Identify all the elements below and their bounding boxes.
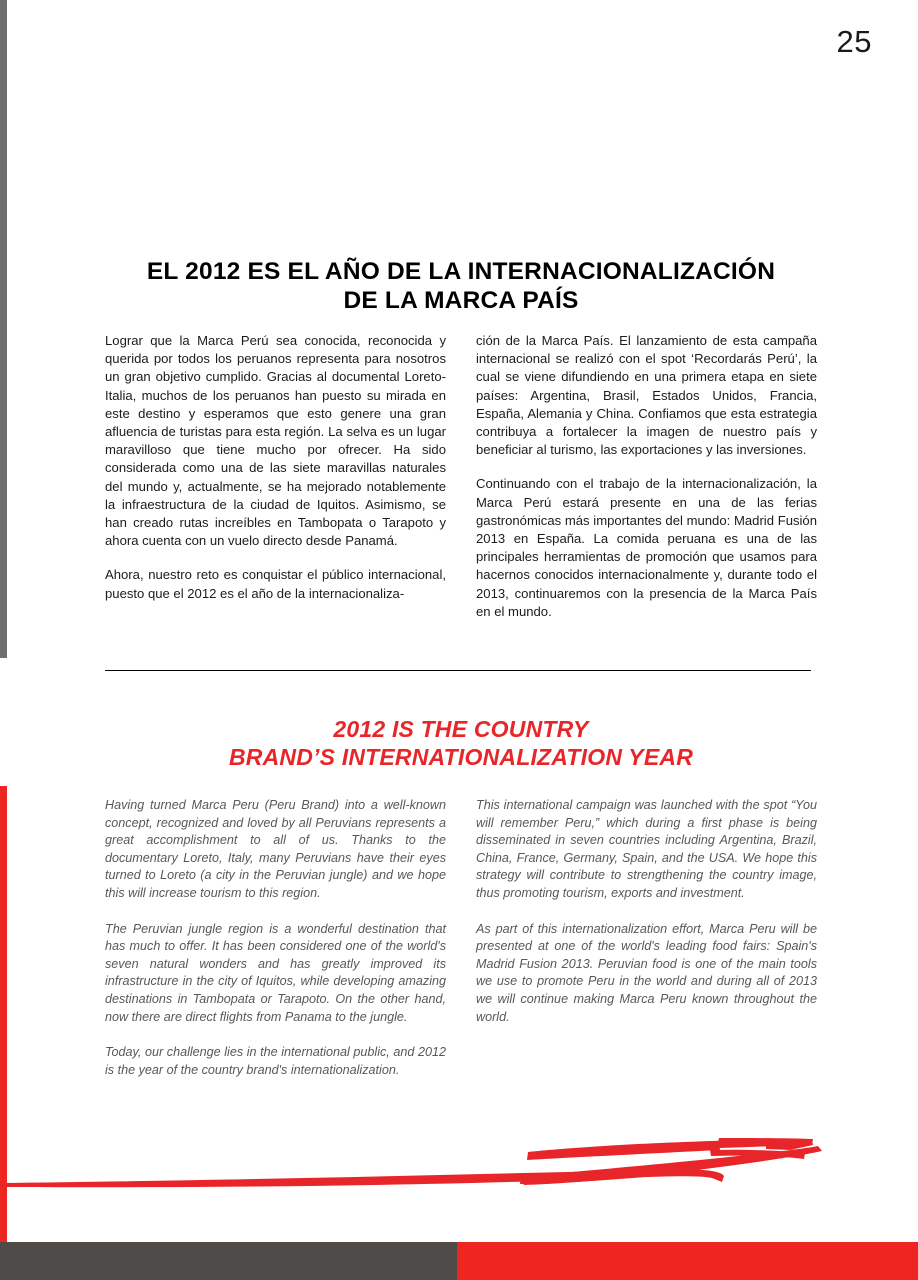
paragraph: As part of this internationalization effort, Marca Peru will be presented at one of the world's leading food fairs: Spain's Madrid Fusion 2013. Peruvian food is one of the main tools we use to promote Peru in the world and during all of 2013 we will continue making Marca Peru known throughout the world.	[476, 921, 817, 1024]
spanish-left-column	[105, 332, 446, 621]
spanish-headline-line-1: EL 2012 ES EL AÑO DE LA INTERNACIONALIZACIÓN	[146, 258, 776, 285]
paragraph: ción de la Marca País. El lanzamiento de esta campaña internacional se realizó con el spot ‘Recordarás Perú’, la cual se viene difundiendo en una primera etapa en siete países: Argentina, Brasil, Estados Unidos, Francia, España, Alemania y China. Confiamos que esta estrategia contribuya a fortalecer la imagen de nuestro país y beneficiar al turismo, las exportaciones y las inversiones.	[476, 333, 817, 458]
paragraph: Continuando con el trabajo de la internacionalización, la Marca Perú estará presente en una de las ferias gastronómicas más importantes del mundo: Madrid Fusión 2013 en España. La comida peruana es una de las principales herramientas de promoción que usamos para hacernos conocidos internacionalmente y, durante todo el 2013, continuaremos con la presencia de la Marca País en el mundo.	[476, 476, 817, 619]
footer-bar-gray	[0, 1242, 457, 1280]
paragraph: Ahora, nuestro reto es conquistar el público internacional, puesto que el 2012 es el año de la internacionaliza-	[105, 567, 446, 601]
paragraph: Lograr que la Marca Perú sea conocida, reconocida y querida por todos los peruanos representa para nosotros un gran objetivo cumplido. Gracias al documental Loreto-Italia, muchos de los peruanos han puesto su mirada en este destino y esperamos que esto genere una gran afluencia de turistas para esta región. La selva es un lugar maravilloso que tiene mucho por ofrecer. Ha sido considerada como una de las siete maravillas naturales del mundo y, actualmente, se ha mejorado notablemente la infraestructura de la ciudad de Iquitos. Asimismo, se han creado rutas increíbles en Tambopata o Tarapoto y ahora cuenta con un vuelo directo desde Panamá.	[105, 333, 446, 549]
paragraph: This international campaign was launched with the spot “You will remember Peru,” which during a first phase is being disseminated in seven countries including Argentina, Brazil, China, France, Germany, Spain, and the USA. We hope this strategy will contribute to strengthening the country image, thus promoting tourism, exports and investment.	[476, 798, 817, 900]
spanish-headline	[105, 258, 817, 316]
page-number: 25	[836, 24, 872, 59]
english-headline-line-2: BRAND’S INTERNATIONALIZATION YEAR	[228, 743, 694, 770]
red-brushstroke-swoosh-icon	[0, 1118, 918, 1228]
paragraph: Having turned Marca Peru (Peru Brand) into a well-known concept, recognized and loved by all Peruvians represents a great accomplishment to all of us. Thanks to the documentary Loreto, Italy, many Peruvians have their eyes turned to Loreto (a city in the Peruvian jungle) and we hope this will increase tourism to this region.	[105, 798, 446, 900]
english-body-columns	[105, 797, 817, 1079]
spanish-headline-line-2: DE LA MARCA PAÍS	[343, 286, 579, 314]
english-headline-line-1: 2012 IS THE COUNTRY	[333, 716, 589, 742]
left-edge-gray-stripe	[0, 0, 7, 658]
english-headline	[105, 716, 817, 771]
paragraph: The Peruvian jungle region is a wonderful destination that has much to offer. It has been considered one of the world's seven natural wonders and has greatly improved its infrastructure in the city of Iquitos, while developing amazing destinations in Tambopata or Tarapoto. On the other hand, now there are direct flights from Panama to the jungle.	[105, 921, 446, 1024]
spanish-body-columns	[105, 332, 817, 621]
english-left-column	[105, 797, 446, 1079]
spanish-right-column	[476, 332, 817, 621]
section-divider	[105, 670, 811, 671]
english-right-column	[476, 797, 817, 1079]
footer-bar-red	[457, 1242, 918, 1280]
paragraph: Today, our challenge lies in the international public, and 2012 is the year of the country brand's internationalization.	[105, 1045, 446, 1077]
